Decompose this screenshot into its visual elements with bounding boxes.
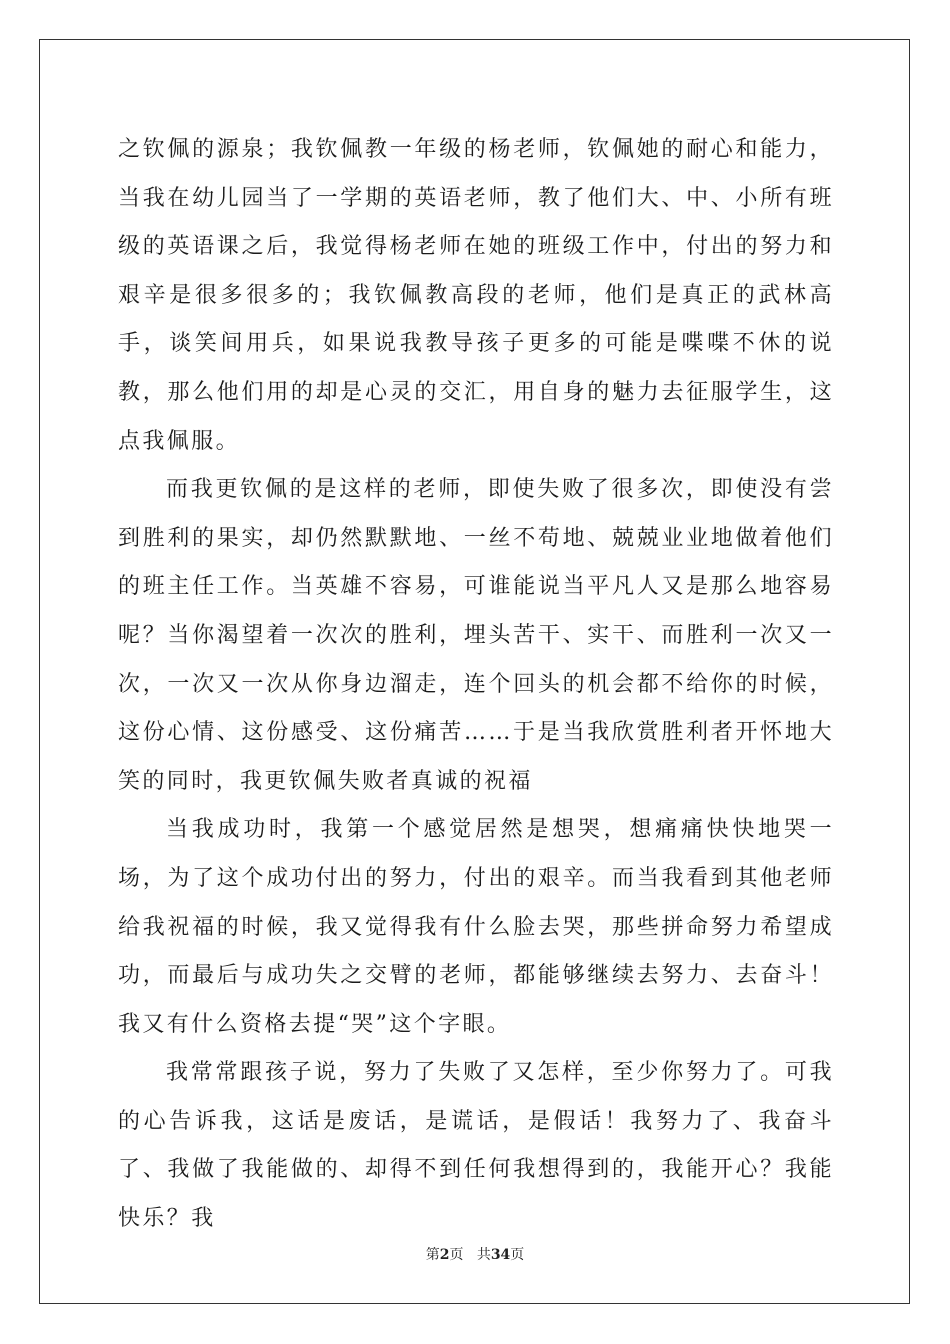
footer-total-prefix: 共 [476, 1247, 491, 1263]
paragraph-2: 而我更钦佩的是这样的老师，即使失败了很多次，即使没有尝到胜利的果实，却仍然默默地、一丝不苟地、兢兢业业地做着他们的班主任工作。当英雄不容易，可谁能说当平凡人又是那么地容易呢？当你渴望着一次次的胜利，埋头苦干、实干、而胜利一次又一次，一次又一次从你身边溜走，连个回头的机会都不给你的时候，这份心情、这份感受、这份痛苦……于是当我欣赏胜利者开怀地大笑的同时，我更钦佩失败者真诚的祝福 [118, 477, 834, 794]
current-page-number: 2 [439, 1247, 450, 1263]
footer-page-suffix: 页 [449, 1247, 464, 1263]
footer-prefix: 第 [425, 1247, 440, 1263]
page-footer [0, 1244, 950, 1264]
total-pages-number: 34 [490, 1247, 511, 1263]
footer-total-suffix: 页 [510, 1247, 525, 1263]
paragraph-4: 我常常跟孩子说，努力了失败了又怎样，至少你努力了。可我的心告诉我，这话是废话，是谎话，是假话！我努力了、我奋斗了、我做了我能做的、却得不到任何我想得到的，我能开心？我能快乐？我 [118, 1060, 834, 1232]
document-body [118, 126, 834, 1244]
paragraph-1: 之钦佩的源泉；我钦佩教一年级的杨老师，钦佩她的耐心和能力，当我在幼儿园当了一学期的英语老师，教了他们大、中、小所有班级的英语课之后，我觉得杨老师在她的班级工作中，付出的努力和艰辛是很多很多的；我钦佩教高段的老师，他们是真正的武林高手，谈笑间用兵，如果说我教导孩子更多的可能是喋喋不休的说教，那么他们用的却是心灵的交汇，用自身的魅力去征服学生，这点我佩服。 [118, 137, 834, 454]
paragraph-3: 当我成功时，我第一个感觉居然是想哭，想痛痛快快地哭一场，为了这个成功付出的努力，付出的艰辛。而当我看到其他老师给我祝福的时候，我又觉得我有什么脸去哭，那些拼命努力希望成功，而最后与成功失之交臂的老师，都能够继续去努力、去奋斗！我又有什么资格去提“哭”这个字眼。 [118, 817, 834, 1037]
